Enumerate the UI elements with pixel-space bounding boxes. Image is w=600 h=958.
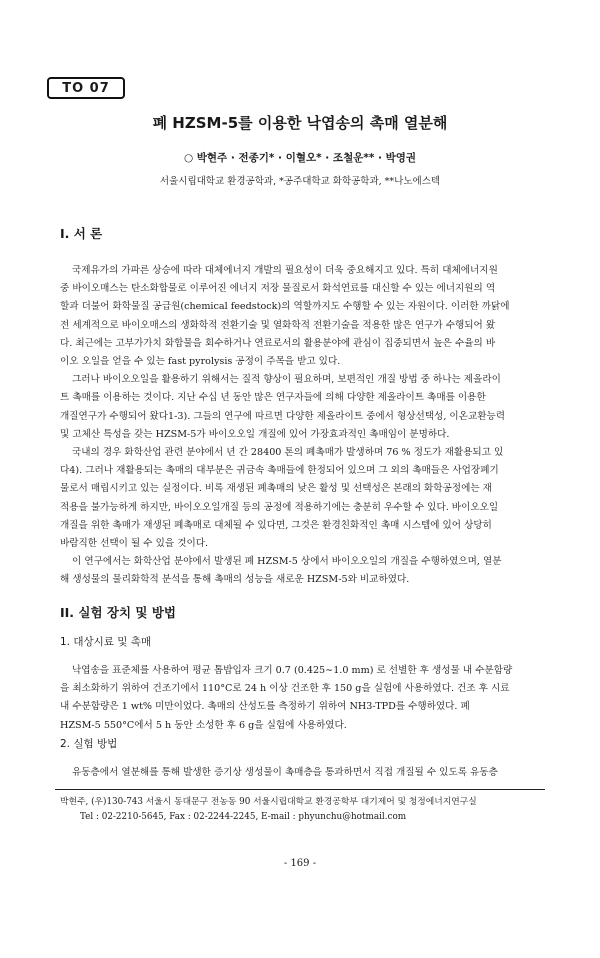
text-line: 해 생성물의 물리화학적 분석을 통해 촉매의 성능을 새로운 HZSM-5와 비교하였다. — [60, 574, 410, 586]
text-line: 물로서 매립시키고 있는 실정이다. 비록 재생된 폐촉매의 낮은 활성 및 선택성은 본래의 화학공정에는 재 — [60, 483, 492, 495]
session-code-box: TO 07 — [47, 77, 125, 99]
author-list: ○ 박현주 · 전종기* · 이혈오* · 조철운** · 박영권 — [183, 152, 417, 164]
affiliation-line: 서울시립대학교 환경공학과, *공주대학교 화학공학과, **나노에스텍 — [159, 176, 441, 187]
footnote-divider — [55, 789, 545, 790]
text-line: 개질연구가 수행되어 왔다1-3). 그들의 연구에 따르면 다양한 제올라이트 중에서 형상선택성, 이온교환능력 — [60, 410, 506, 422]
text-line: 바람직한 선택이 될 수 있을 것이다. — [60, 538, 209, 550]
text-line: 중 바이오매스는 탄소화합물로 이루어진 에너지 저장 물질로서 화석연료를 대신할 수 있는 에너지원의 역 — [60, 283, 496, 295]
text-line: 유동층에서 열분해를 통해 발생한 증기상 생성물이 촉매층을 통과하면서 직접 개질될 수 있도록 유동층 — [72, 767, 498, 778]
section-heading-methods: II. 실험 장치 및 방법 — [60, 605, 176, 620]
text-line: 다. 최근에는 고부가가치 화합물을 회수하거나 연료로서의 활용분야에 관심이 집중되면서 높은 수율의 바 — [60, 337, 496, 349]
section-heading-intro: I. 서 론 — [60, 226, 103, 241]
text-line: 다4). 그러나 재활용되는 촉매의 대부분은 귀금속 촉매들에 한정되어 있으며 그 외의 촉매들은 사업장폐기 — [60, 465, 499, 477]
samples-body — [60, 662, 542, 735]
text-line: 국내의 경우 화학산업 관련 분야에서 년 간 28400 톤의 폐촉매가 발생하며 76 % 정도가 재활용되고 있 — [72, 447, 504, 459]
paper-title: 폐 HZSM-5를 이용한 낙엽송의 촉매 열분해 — [152, 114, 448, 132]
subsection-heading-method: 2. 실험 방법 — [60, 738, 118, 750]
text-line: HZSM-5 550°C에서 5 h 동안 소성한 후 6 g을 실험에 사용하였다. — [60, 719, 347, 731]
text-line: 할과 더불어 화학물질 공급원(chemical feedstock)의 역할까지도 수행할 수 있는 자원이다. 이러한 까닭에 — [60, 301, 510, 313]
intro-body — [60, 262, 542, 590]
text-line: 을 최소화하기 위하여 건조기에서 110°C로 24 h 이상 건조한 후 150 g을 실험에 사용하였다. 건조 후 시료 — [60, 683, 510, 695]
text-line: 낙엽송을 표준체를 사용하여 평균 톱밥입자 크기 0.7 (0.425∼1.0 mm) 로 선별한 후 생성물 내 수분함량 — [72, 665, 513, 676]
text-line: 개질을 위한 촉매가 재생된 폐촉매로 대체될 수 있다면, 그것은 환경친화적인 촉매 시스템에 있어 상당히 — [60, 519, 492, 531]
subsection-heading-samples: 1. 대상시료 및 촉매 — [60, 636, 152, 648]
page-number: - 169 - — [283, 858, 317, 869]
text-line: 트 촉매를 이용하는 것이다. 지난 수십 년 동안 많은 연구자들에 의해 다양한 제올라이트 촉매를 이용한 — [60, 392, 486, 404]
text-line: 내 수분함량은 1 wt% 미만이었다. 촉매의 산성도를 측정하기 위하여 NH3-TPD를 수행하였다. 폐 — [60, 701, 470, 713]
text-line: 국제유가의 가파른 상승에 따라 대체에너지 개발의 필요성이 더욱 중요해지고 있다. 특히 대체에너지원 — [72, 265, 498, 276]
text-line: 이 연구에서는 화학산업 분야에서 발생된 폐 HZSM-5 상에서 바이오오일의 개질을 수행하였으며, 열분 — [72, 556, 502, 568]
footnote-contact: Tel : 02-2210-5645, Fax : 02-2244-2245, E-mail : phyunchu@hotmail.com — [80, 812, 407, 822]
text-line: 이오 오일을 얻을 수 있는 fast pyrolysis 공정이 주목을 받고 있다. — [60, 356, 341, 368]
text-line: 그러나 바이오오일을 활용하기 위해서는 질적 향상이 필요하며, 보편적인 개질 방법 중 하나는 제올라이 — [72, 374, 501, 386]
text-line: 전 세계적으로 바이오매스의 생화학적 전환기술 및 열화학적 전환기술을 적용한 많은 연구가 수행되어 왔 — [60, 319, 496, 331]
text-line: 및 고체산 특성을 갖는 HZSM-5가 바이오오일 개질에 있어 가장효과적인 촉매임이 분명하다. — [60, 428, 450, 440]
footnote — [60, 795, 477, 825]
footnote-address: 박현주, (우)130-743 서울시 동대문구 전농동 90 서울시립대학교 환경공학부 대기제어 및 청정에너지연구실 — [60, 797, 477, 807]
method-body — [60, 764, 542, 782]
text-line: 적용을 불가능하게 하지만, 바이오오일개질 등의 공정에 적용하기에는 충분히 우수할 수 있다. 바이오오일 — [60, 501, 499, 513]
